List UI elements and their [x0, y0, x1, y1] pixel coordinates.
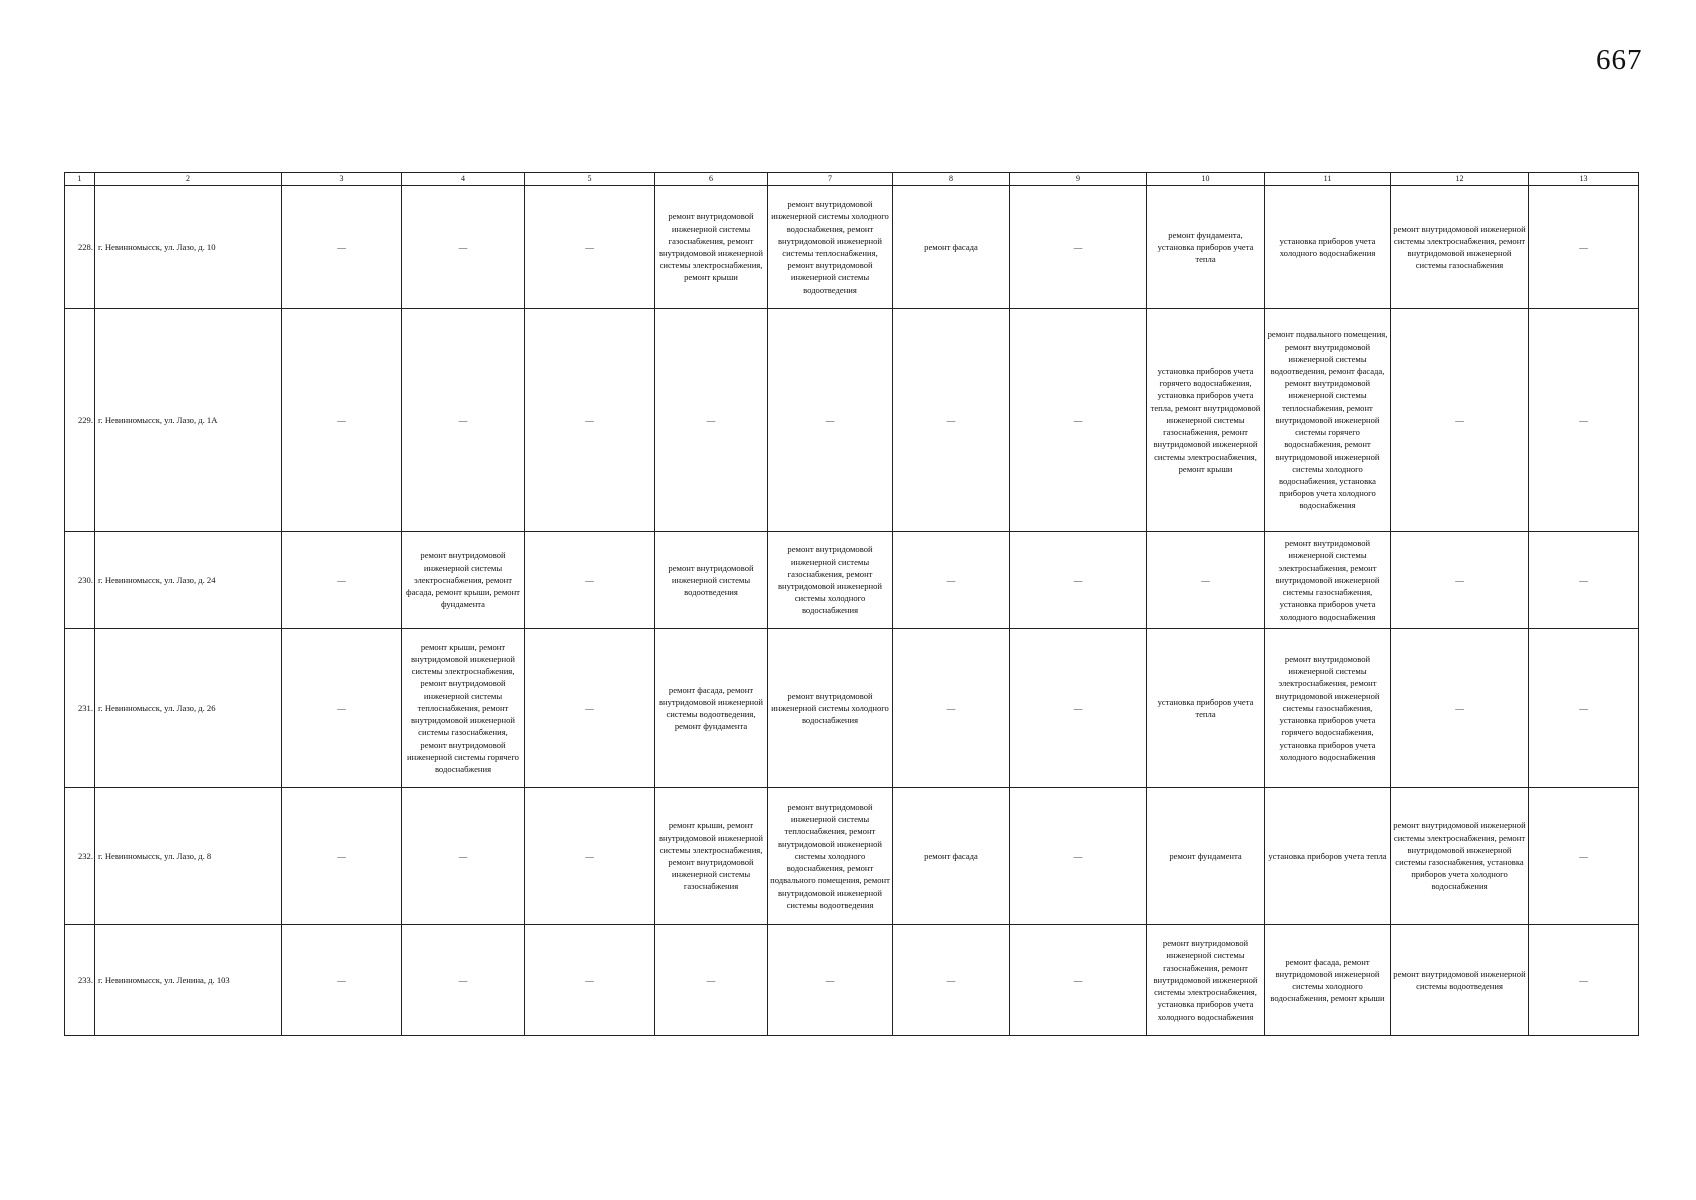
table-cell: ремонт внутридомовой инженерной системы электроснабжения, ремонт внутридомовой инженерной системы газоснабжения, установка приборов учета горячего водоснабжения, установка приборов учета холодного водоснабжения: [1265, 629, 1391, 788]
table-cell: —: [1529, 629, 1639, 788]
table-cell: —: [768, 309, 893, 532]
table-cell: —: [525, 788, 655, 925]
column-header: 5: [525, 173, 655, 186]
table-cell: ремонт внутридомовой инженерной системы газоснабжения, ремонт внутридомовой инженерной системы холодного водоснабжения: [768, 532, 893, 629]
table-cell: ремонт внутридомовой инженерной системы газоснабжения, ремонт внутридомовой инженерной системы электроснабжения, установка приборов учета холодного водоснабжения: [1147, 925, 1265, 1036]
table-cell: —: [655, 925, 768, 1036]
row-number: 230.: [65, 532, 95, 629]
table-row: [65, 309, 1639, 532]
table-row: [65, 186, 1639, 309]
table-cell: установка приборов учета тепла: [1147, 629, 1265, 788]
table-cell: ремонт крыши, ремонт внутридомовой инженерной системы электроснабжения, ремонт внутридомовой инженерной системы теплоснабжения, ремонт внутридомовой инженерной системы газоснабжения, ремонт внутридомовой инженерной системы горячего водоснабжения: [402, 629, 525, 788]
table-cell: —: [525, 186, 655, 309]
table-cell: —: [655, 309, 768, 532]
table-cell: —: [893, 629, 1010, 788]
table-cell: —: [1010, 186, 1147, 309]
table-cell: установка приборов учета холодного водоснабжения: [1265, 186, 1391, 309]
table-row: [65, 788, 1639, 925]
row-number: 228.: [65, 186, 95, 309]
table-cell: установка приборов учета горячего водоснабжения, установка приборов учета тепла, ремонт внутридомовой инженерной системы газоснабжения, ремонт внутридомовой инженерной системы электроснабжения, ремонт крыши: [1147, 309, 1265, 532]
table-cell: —: [282, 309, 402, 532]
row-number: 233.: [65, 925, 95, 1036]
table-cell: ремонт внутридомовой инженерной системы электроснабжения, ремонт внутридомовой инженерной системы газоснабжения, установка приборов учета холодного водоснабжения: [1265, 532, 1391, 629]
column-header: 12: [1391, 173, 1529, 186]
table-cell: ремонт фасада: [893, 186, 1010, 309]
table-row: [65, 925, 1639, 1036]
table-cell: ремонт крыши, ремонт внутридомовой инженерной системы электроснабжения, ремонт внутридомовой инженерной системы газоснабжения: [655, 788, 768, 925]
table-cell: ремонт внутридомовой инженерной системы водоотведения: [1391, 925, 1529, 1036]
table-cell: —: [768, 925, 893, 1036]
repair-schedule-table-wrapper: [64, 172, 1638, 1036]
address-cell: г. Невинномысск, ул. Лазо, д. 1А: [95, 309, 282, 532]
table-cell: —: [1529, 532, 1639, 629]
address-cell: г. Невинномысск, ул. Лазо, д. 26: [95, 629, 282, 788]
table-cell: —: [1391, 309, 1529, 532]
table-cell: ремонт внутридомовой инженерной системы газоснабжения, ремонт внутридомовой инженерной системы электроснабжения, ремонт крыши: [655, 186, 768, 309]
table-cell: ремонт внутридомовой инженерной системы электроснабжения, ремонт внутридомовой инженерной системы газоснабжения, установка приборов учета холодного водоснабжения: [1391, 788, 1529, 925]
column-header: 1: [65, 173, 95, 186]
column-header: 6: [655, 173, 768, 186]
table-cell: ремонт фасада, ремонт внутридомовой инженерной системы холодного водоснабжения, ремонт крыши: [1265, 925, 1391, 1036]
address-cell: г. Невинномысск, ул. Лазо, д. 24: [95, 532, 282, 629]
table-cell: —: [1529, 925, 1639, 1036]
table-cell: ремонт внутридомовой инженерной системы холодного водоснабжения, ремонт внутридомовой инженерной системы теплоснабжения, ремонт внутридомовой инженерной системы водоотведения: [768, 186, 893, 309]
table-cell: —: [1010, 925, 1147, 1036]
row-number: 229.: [65, 309, 95, 532]
column-number-row: [65, 173, 1639, 186]
column-header: 8: [893, 173, 1010, 186]
column-header: 11: [1265, 173, 1391, 186]
table-cell: —: [282, 629, 402, 788]
table-cell: —: [525, 532, 655, 629]
table-cell: —: [1010, 532, 1147, 629]
table-cell: ремонт фундамента, установка приборов учета тепла: [1147, 186, 1265, 309]
table-cell: ремонт внутридомовой инженерной системы холодного водоснабжения: [768, 629, 893, 788]
column-header: 9: [1010, 173, 1147, 186]
table-cell: —: [525, 925, 655, 1036]
table-cell: —: [1391, 532, 1529, 629]
table-cell: ремонт внутридомовой инженерной системы электроснабжения, ремонт фасада, ремонт крыши, ремонт фундамента: [402, 532, 525, 629]
address-cell: г. Невинномысск, ул. Лазо, д. 8: [95, 788, 282, 925]
table-cell: —: [282, 925, 402, 1036]
table-cell: ремонт внутридомовой инженерной системы водоотведения: [655, 532, 768, 629]
table-cell: —: [1529, 788, 1639, 925]
address-cell: г. Невинномысск, ул. Лазо, д. 10: [95, 186, 282, 309]
row-number: 231.: [65, 629, 95, 788]
column-header: 4: [402, 173, 525, 186]
table-cell: ремонт фасада: [893, 788, 1010, 925]
table-cell: ремонт внутридомовой инженерной системы теплоснабжения, ремонт внутридомовой инженерной системы холодного водоснабжения, ремонт подвального помещения, ремонт внутридомовой инженерной системы водоотведения: [768, 788, 893, 925]
table-cell: ремонт подвального помещения, ремонт внутридомовой инженерной системы водоотведения, ремонт фасада, ремонт внутридомовой инженерной системы теплоснабжения, ремонт внутридомовой инженерной системы горячего водоснабжения, ремонт внутридомовой инженерной системы холодного водоснабжения, установка приборов учета холодного водоснабжения: [1265, 309, 1391, 532]
table-row: [65, 532, 1639, 629]
repair-schedule-table: [64, 172, 1639, 1036]
column-header: 13: [1529, 173, 1639, 186]
table-cell: —: [1010, 788, 1147, 925]
table-cell: ремонт фасада, ремонт внутридомовой инженерной системы водоотведения, ремонт фундамента: [655, 629, 768, 788]
table-cell: —: [282, 532, 402, 629]
table-cell: —: [893, 309, 1010, 532]
table-cell: установка приборов учета тепла: [1265, 788, 1391, 925]
table-cell: —: [1147, 532, 1265, 629]
column-header: 7: [768, 173, 893, 186]
table-cell: ремонт фундамента: [1147, 788, 1265, 925]
column-header: 10: [1147, 173, 1265, 186]
page-number: 667: [1596, 44, 1643, 76]
table-cell: —: [525, 629, 655, 788]
address-cell: г. Невинномысск, ул. Ленина, д. 103: [95, 925, 282, 1036]
table-cell: —: [1529, 186, 1639, 309]
table-cell: —: [282, 788, 402, 925]
table-cell: —: [893, 925, 1010, 1036]
column-header: 3: [282, 173, 402, 186]
column-header: 2: [95, 173, 282, 186]
table-cell: —: [1391, 629, 1529, 788]
table-cell: —: [893, 532, 1010, 629]
table-cell: ремонт внутридомовой инженерной системы электроснабжения, ремонт внутридомовой инженерной системы газоснабжения: [1391, 186, 1529, 309]
table-cell: —: [1010, 309, 1147, 532]
table-cell: —: [402, 186, 525, 309]
table-cell: —: [402, 309, 525, 532]
table-cell: —: [525, 309, 655, 532]
table-cell: —: [1529, 309, 1639, 532]
table-cell: —: [402, 925, 525, 1036]
table-cell: —: [282, 186, 402, 309]
row-number: 232.: [65, 788, 95, 925]
table-cell: —: [1010, 629, 1147, 788]
table-cell: —: [402, 788, 525, 925]
table-row: [65, 629, 1639, 788]
